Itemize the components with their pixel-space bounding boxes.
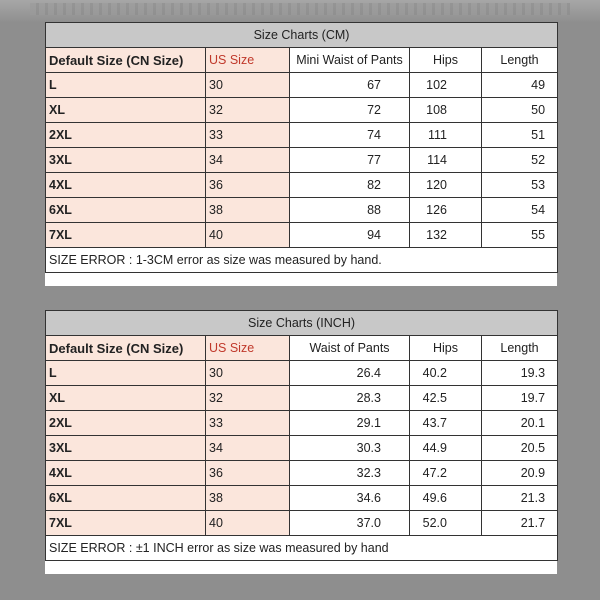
- table-cell: 2XL: [46, 411, 206, 436]
- chart-title: Size Charts (INCH): [46, 311, 558, 336]
- table-cell: 74: [290, 123, 410, 148]
- table-cell: XL: [46, 98, 206, 123]
- table-cell: XL: [46, 386, 206, 411]
- table-cell: 40: [206, 511, 290, 536]
- table-cell: L: [46, 73, 206, 98]
- table-cell: 88: [290, 198, 410, 223]
- fabric-waistband: [0, 0, 600, 22]
- table-cell: 34: [206, 436, 290, 461]
- size-error-note: SIZE ERROR : 1-3CM error as size was measured by hand.: [46, 248, 558, 273]
- column-header: Mini Waist of Pants: [290, 48, 410, 73]
- table-row: [46, 461, 558, 486]
- table-cell: 4XL: [46, 173, 206, 198]
- table-cell: 40: [206, 223, 290, 248]
- table-cell: 49: [482, 73, 558, 98]
- table-cell: 36: [206, 461, 290, 486]
- table-cell: 72: [290, 98, 410, 123]
- table-row: [46, 148, 558, 173]
- table-cell: 30: [206, 361, 290, 386]
- table-cell: 111: [410, 123, 482, 148]
- table-row: [46, 386, 558, 411]
- table-row: [46, 486, 558, 511]
- table-cell: 38: [206, 198, 290, 223]
- table-cell: 19.3: [482, 361, 558, 386]
- table-cell: 52: [482, 148, 558, 173]
- table-cell: 30.3: [290, 436, 410, 461]
- size-error-note-row: [46, 536, 558, 561]
- table-cell: 132: [410, 223, 482, 248]
- table-cell: 37.0: [290, 511, 410, 536]
- column-header-row: [46, 336, 558, 361]
- column-header: Default Size (CN Size): [46, 336, 206, 361]
- table-cell: 54: [482, 198, 558, 223]
- table-cell: 114: [410, 148, 482, 173]
- table-cell: 32.3: [290, 461, 410, 486]
- size-chart-cm: [45, 22, 557, 286]
- table-cell: 6XL: [46, 198, 206, 223]
- table-cell: 4XL: [46, 461, 206, 486]
- table-cell: 34.6: [290, 486, 410, 511]
- column-header: Default Size (CN Size): [46, 48, 206, 73]
- size-error-note-row: [46, 248, 558, 273]
- table-row: [46, 73, 558, 98]
- table-row: [46, 173, 558, 198]
- table-cell: 55: [482, 223, 558, 248]
- column-header: Length: [482, 336, 558, 361]
- table-cell: 102: [410, 73, 482, 98]
- table-cell: 82: [290, 173, 410, 198]
- table-cell: 44.9: [410, 436, 482, 461]
- table-cell: 3XL: [46, 436, 206, 461]
- table-cell: 67: [290, 73, 410, 98]
- table-cell: 50: [482, 98, 558, 123]
- table-cell: 3XL: [46, 148, 206, 173]
- table-cell: 21.7: [482, 511, 558, 536]
- table-cell: 42.5: [410, 386, 482, 411]
- table-cell: 7XL: [46, 223, 206, 248]
- table-cell: 30: [206, 73, 290, 98]
- column-header: US Size: [206, 48, 290, 73]
- table-cell: 33: [206, 411, 290, 436]
- table-cell: 6XL: [46, 486, 206, 511]
- size-table-inch: [45, 310, 558, 561]
- table-cell: 126: [410, 198, 482, 223]
- table-cell: 49.6: [410, 486, 482, 511]
- table-cell: 21.3: [482, 486, 558, 511]
- size-error-note: SIZE ERROR : ±1 INCH error as size was measured by hand: [46, 536, 558, 561]
- size-table-cm: [45, 22, 558, 273]
- table-cell: 7XL: [46, 511, 206, 536]
- table-cell: L: [46, 361, 206, 386]
- table-cell: 32: [206, 386, 290, 411]
- table-cell: 29.1: [290, 411, 410, 436]
- table-cell: 19.7: [482, 386, 558, 411]
- column-header: US Size: [206, 336, 290, 361]
- table-cell: 28.3: [290, 386, 410, 411]
- table-cell: 32: [206, 98, 290, 123]
- table-cell: 77: [290, 148, 410, 173]
- table-cell: 47.2: [410, 461, 482, 486]
- table-cell: 120: [410, 173, 482, 198]
- table-row: [46, 436, 558, 461]
- chart-title-row: [46, 311, 558, 336]
- table-cell: 2XL: [46, 123, 206, 148]
- table-cell: 43.7: [410, 411, 482, 436]
- table-row: [46, 98, 558, 123]
- table-cell: 40.2: [410, 361, 482, 386]
- table-cell: 36: [206, 173, 290, 198]
- table-row: [46, 411, 558, 436]
- table-row: [46, 198, 558, 223]
- table-cell: 20.1: [482, 411, 558, 436]
- table-cell: 52.0: [410, 511, 482, 536]
- column-header-row: [46, 48, 558, 73]
- chart-title: Size Charts (CM): [46, 23, 558, 48]
- table-row: [46, 511, 558, 536]
- table-cell: 26.4: [290, 361, 410, 386]
- table-cell: 34: [206, 148, 290, 173]
- table-cell: 20.9: [482, 461, 558, 486]
- table-cell: 33: [206, 123, 290, 148]
- table-cell: 51: [482, 123, 558, 148]
- table-cell: 108: [410, 98, 482, 123]
- table-cell: 38: [206, 486, 290, 511]
- table-row: [46, 361, 558, 386]
- size-chart-inch: [45, 310, 557, 574]
- table-cell: 20.5: [482, 436, 558, 461]
- column-header: Waist of Pants: [290, 336, 410, 361]
- table-cell: 94: [290, 223, 410, 248]
- column-header: Length: [482, 48, 558, 73]
- chart-title-row: [46, 23, 558, 48]
- table-row: [46, 123, 558, 148]
- table-row: [46, 223, 558, 248]
- table-cell: 53: [482, 173, 558, 198]
- column-header: Hips: [410, 336, 482, 361]
- column-header: Hips: [410, 48, 482, 73]
- waistband-ridge: [30, 3, 570, 15]
